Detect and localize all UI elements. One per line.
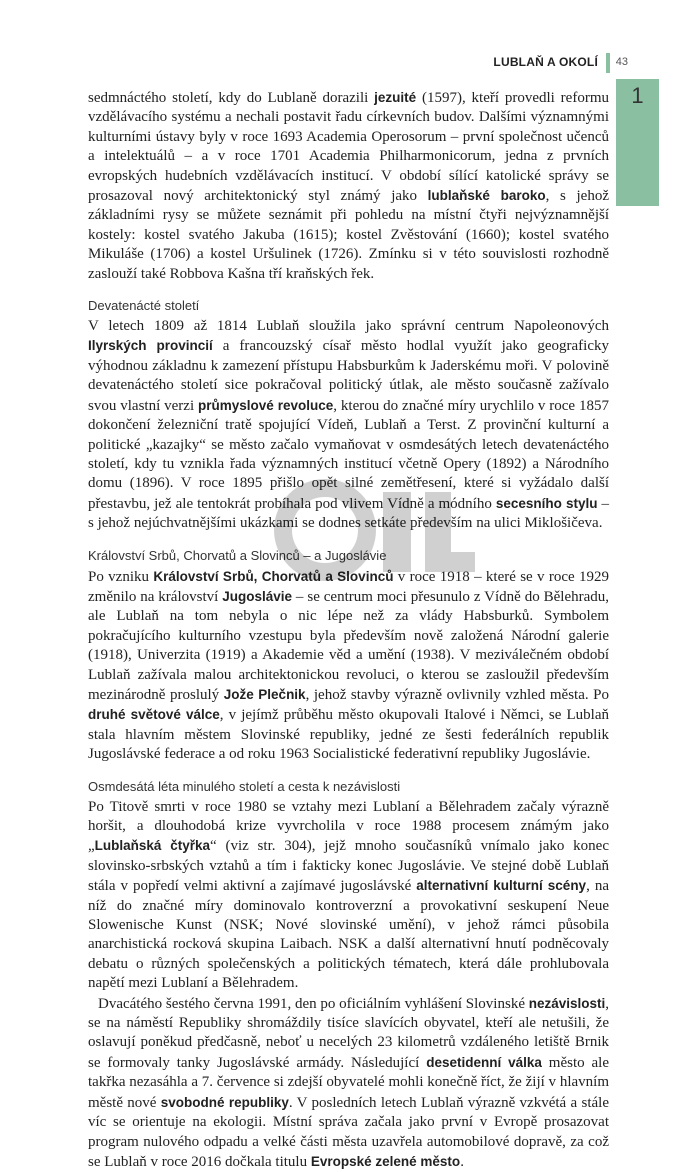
text: a francouzský císař město hodlal využít jako geograficky výhodnou základnu k zamezení přístupu Habsburkům k Jaderskému moři. V polovině devatenáctého století sice pokračoval politický útlak, ale město současně zažívalo svou vlastní verzi <box>88 338 609 414</box>
keyword: desetidenní válka <box>426 1054 542 1070</box>
section-heading: Království Srbů, Chorvatů a Slovinců – a Jugoslávie <box>88 547 387 563</box>
paragraph <box>88 994 609 1172</box>
running-header <box>480 55 640 75</box>
keyword: Evropské zelené město <box>310 1153 461 1169</box>
text: Po vzniku <box>88 568 154 585</box>
chapter-tab <box>616 79 659 206</box>
paragraph <box>88 567 609 765</box>
text: . <box>460 1153 464 1170</box>
text: (1597), kteří provedli reformu vzdělávacího systému a nechali postavit řadu církevních budov. Dalšími významnými kulturními ústavy byly v roce 1693 Academia Operosorum – první společnost učenců a intelektuálů – a v roce 1701 Academia Philharmonicorum, jedna z prvních evropských hudebních vzdělávacích institucí. V období sílící katolické správy se prosazoval nový architektonický styl známý jako <box>88 90 609 205</box>
intro-paragraph <box>88 88 609 284</box>
paragraph <box>88 317 609 533</box>
section-heading: Osmdesátá léta minulého století a cesta k nezávislosti <box>88 778 401 794</box>
text: , v jejímž průběhu město okupovali Italové i Němci, se Lublaň stala hlavním městem Slovinské republiky, jedné ze šesti federálních republik Jugoslávské federace a od roku 1963 Socialistické federativní republiky Jugoslávie. <box>88 707 609 763</box>
text: V letech 1809 až 1814 Lublaň sloužila jako správní centrum Napoleonových <box>88 318 609 335</box>
keyword: lublaňské baroko <box>427 188 546 204</box>
section-heading: Devatenácté století <box>88 298 200 314</box>
keyword: svobodné republiky <box>160 1094 289 1110</box>
keyword: jezuité <box>374 90 417 105</box>
text: v roce 1918 – které se v roce 1929 změnilo na království <box>88 568 609 605</box>
text: , s jehož základními rysy se můžete seznámit při pohledu na místní čtyři nejvýznamnější kostely: kostel svatého Jakuba (1615); kostel Zvěstování (1660); kostel svatého Mikuláše (1706) a kostel Uršulinek (1726). Zmínku si v této souvislosti rozhodně zaslouží také Robbova Kašna tří kraňských řek. <box>88 188 609 282</box>
text: , na níž do značné míry dominovalo kontroverzní a provokativní seskupení Neue Slowenische Kunst (NSK; Nové slovinské umění), v jehož rámci působila anarchistická rocková skupina Laibach. NSK a další alternativní hnutí podněcovaly debatu o různých společenských a politických tématech, která dále prohlubovala napětí mezi Lublaní a Bělehradem. <box>88 878 609 992</box>
keyword: alternativní kulturní scény <box>416 878 587 894</box>
text: sedmnáctého století, kdy do Lublaně dorazili <box>88 90 375 106</box>
chapter-number: 1 <box>631 83 644 108</box>
keyword: Království Srbů, Chorvatů a Slovinců <box>153 568 394 584</box>
keyword: Jože Plečnik <box>223 686 306 702</box>
article-body <box>88 88 609 1172</box>
paragraph <box>88 798 609 994</box>
header-title: LUBLAŇ A OKOLÍ <box>493 55 598 69</box>
keyword: průmyslové revoluce <box>198 397 334 413</box>
text: Dvacátého šestého června 1991, den po oficiálním vyhlášení Slovinské <box>98 995 529 1012</box>
keyword: Jugoslávie <box>222 588 293 604</box>
text: Po Titově smrti v roce 1980 se vztahy mezi Lublaní a Bělehradem začaly výrazně horšit, a dlouhodobá krize vyvrcholila v roce 1988 procesem známým jako „ <box>88 798 609 855</box>
text: , kterou do značné míry urychlilo v roce 1857 dokončení železniční tratě spojující Vídeň, Lublaň a Terst. Z provinční kulturní a politické „kazajky“ se město začalo vymaňovat v osmdesátých letech devatenáctého století, kdy tu vznikla řada významných institucí včetně Opery (1892) a Národního domu (1896). V roce 1895 přišlo opět silné zemětřesení, které si vyžádalo další přestavbu, jež ale tentokrát probíhala pod vlivem Vídně a módního <box>88 397 609 512</box>
text: – s jehož nejúchvatnějšími ukázkami se dodnes setkáte především na ulici Miklošičeva. <box>88 495 610 532</box>
keyword: secesního stylu <box>495 495 598 511</box>
text: , jehož stavby výrazně ovlivnily vzhled města. Po <box>305 686 609 703</box>
keyword: nezávislosti <box>528 995 606 1011</box>
text: , se na náměstí Republiky shromáždily tisíce slavících obyvatel, kteří ale netušili, že oslavují poněkud předčasně, neboť u necelých 23 kilometrů vzdáleného letiště Brnik se formovaly tanky Jugoslávské armády. Následující <box>88 995 610 1071</box>
keyword: Ilyrských provincií <box>88 338 213 354</box>
keyword: druhé světové válce <box>88 707 220 723</box>
text: město ale takřka nezasáhla a 7. července si zdejší obyvatelé mohli konečně říct, že žijí v hlavním městě nové <box>88 1054 609 1111</box>
text: “ (viz str. 304), jejž mnoho současníků vnímalo jako konec slovinsko-srbských vztahů a tím i fakticky konec Jugoslávie. Ve stejné době Lublaň stála v popředí velmi aktivní a zajímavé jugoslávské <box>88 838 609 895</box>
header-divider <box>606 53 610 73</box>
keyword: Lublaňská čtyřka <box>94 838 211 854</box>
page-number: 43 <box>615 56 628 68</box>
text: – se centrum moci přesunulo z Vídně do Bělehradu, ale Lublaň na tom nebyla o nic lépe než za vlády Habsburků. Symbolem pokračujícího kulturního vzestupu byla především nově založená Národní galerie (1918), Univerzita (1919) a Akademie věd a umění (1938). V meziválečném období Lublaň zažívala malou architektonickou revoluci, o kterou se zasloužil především mezinárodně proslulý <box>88 588 610 703</box>
text: . V posledních letech Lublaň výrazně vzkvétá a stále víc se orientuje na ekologii. Místní správa začala jako první v Evropě prosazovat program nulového odpadu a velké části města uzavřela automobilové dopravě, za což se Lublaň v roce 2016 dočkala titulu <box>88 1094 609 1170</box>
